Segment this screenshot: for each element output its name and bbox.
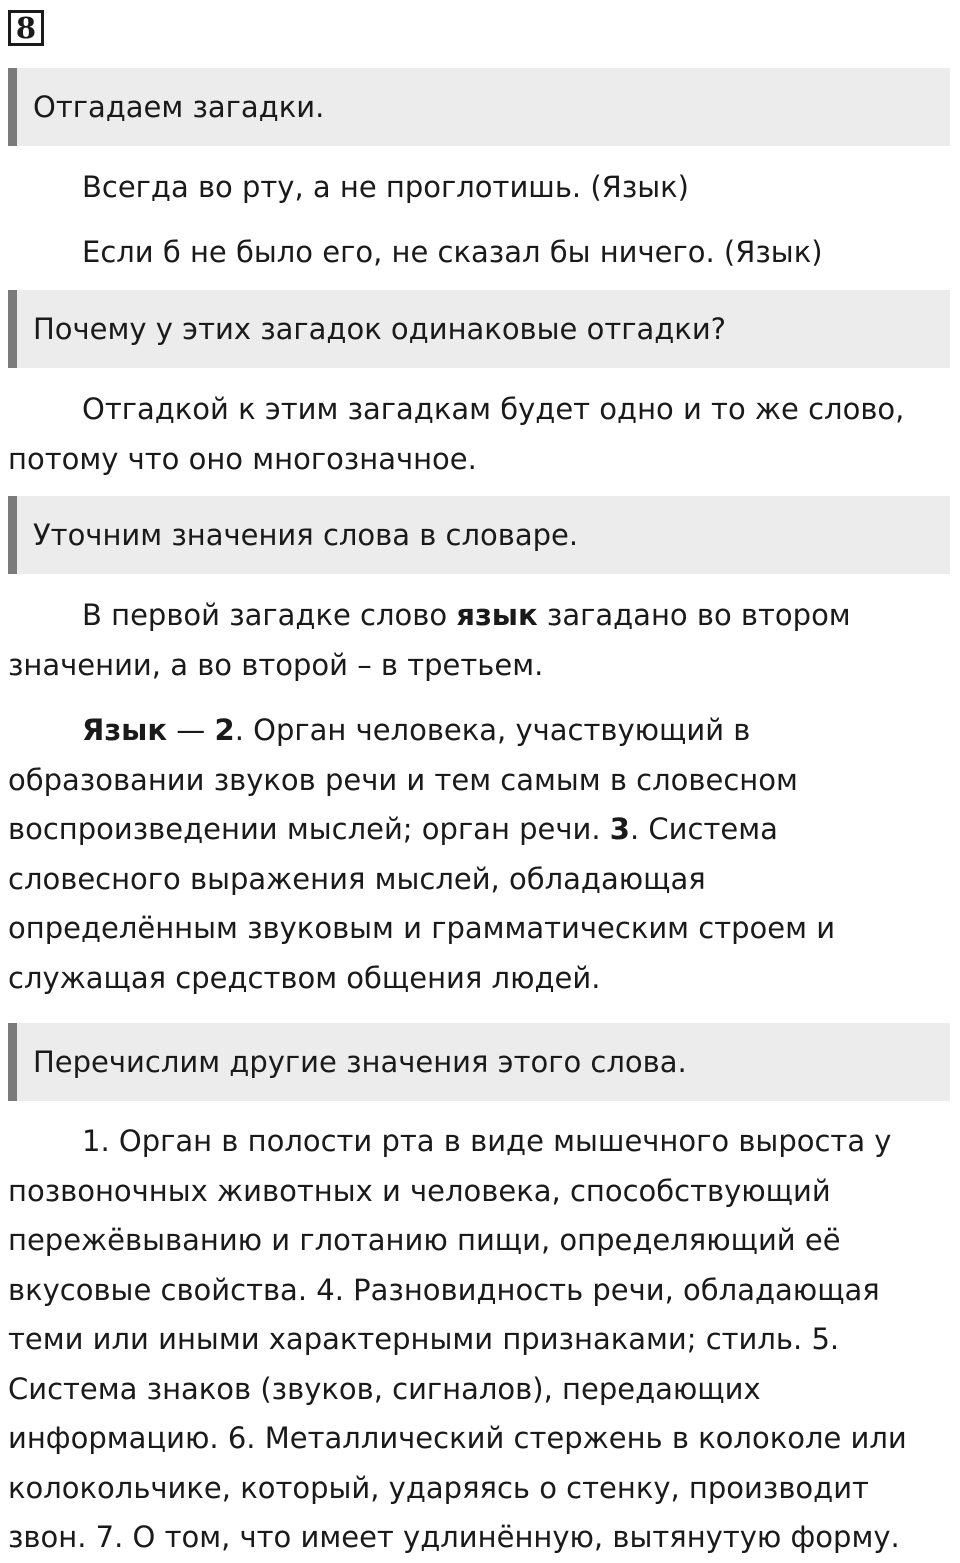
answer-polysemy [8, 385, 953, 484]
text-run: . Система [629, 812, 778, 846]
definition-line: образовании звуков речи и тем самым в словесном [8, 762, 798, 797]
task-heading-riddles: Отгадаем загадки. [8, 68, 950, 146]
text-run: В первой загадке слово [82, 598, 457, 632]
answer-line: позвоночных животных и человека, способствующий [8, 1173, 831, 1208]
sense-number-3: 3 [609, 812, 630, 846]
task-heading-other-meanings: Перечислим другие значения этого слова. [8, 1023, 950, 1101]
riddle-1 [8, 163, 953, 213]
answer-meanings [8, 591, 953, 690]
answer-other-meanings [8, 1117, 953, 1563]
keyword-yazyk: язык [456, 598, 538, 632]
task-heading-dictionary: Уточним значения слова в словаре. [8, 496, 950, 574]
headword: Язык [82, 713, 168, 747]
text-run: . Орган человека, участвующий в [234, 713, 751, 747]
definition-line: служащая средством общения людей. [8, 960, 601, 995]
answer-line: теми или иными характерными признаками; стиль. 5. [8, 1322, 840, 1356]
answer-line [8, 591, 953, 641]
answer-line: звон. 7. О том, что имеет удлинённую, вытянутую форму. [8, 1520, 900, 1554]
riddle-1-text: Всегда во рту, а не проглотишь. (Язык) [82, 170, 689, 204]
dictionary-definition [8, 706, 953, 1003]
riddle-2-text: Если б не было его, не сказал бы ничего. (Язык) [82, 235, 823, 269]
definition-line: словесного выражения мыслей, обладающая [8, 861, 706, 896]
answer-line: колокольчике, который, ударяясь о стенку, производит [8, 1470, 869, 1505]
sense-number-2: 2 [214, 713, 235, 747]
task-heading-why-same: Почему у этих загадок одинаковые отгадки? [8, 290, 950, 368]
answer-line: вкусовые свойства. 4. Разновидность речи, обладающая [8, 1272, 880, 1307]
text-run: загадано во втором [537, 598, 851, 632]
answer-line: значении, а во второй – в третьем. [8, 647, 544, 682]
exercise-number: 8 [8, 10, 44, 46]
riddle-2 [8, 228, 953, 278]
definition-line [8, 805, 953, 855]
text-run: воспроизведении мыслей; орган речи. [8, 812, 610, 846]
answer-line: потому что оно многозначное. [8, 441, 477, 476]
answer-line: Система знаков (звуков, сигналов), передающих [8, 1371, 761, 1406]
answer-line: информацию. 6. Металлический стержень в колоколе или [8, 1421, 907, 1455]
answer-line: пережёвыванию и глотанию пищи, определяющий её [8, 1223, 841, 1257]
definition-line [8, 706, 953, 756]
answer-line: 1. Орган в полости рта в виде мышечного выроста у [82, 1124, 892, 1158]
answer-line: Отгадкой к этим загадкам будет одно и то же слово, [82, 392, 905, 426]
definition-line: определённым звуковым и грамматическим строем и [8, 911, 836, 945]
dash: — [167, 713, 215, 747]
